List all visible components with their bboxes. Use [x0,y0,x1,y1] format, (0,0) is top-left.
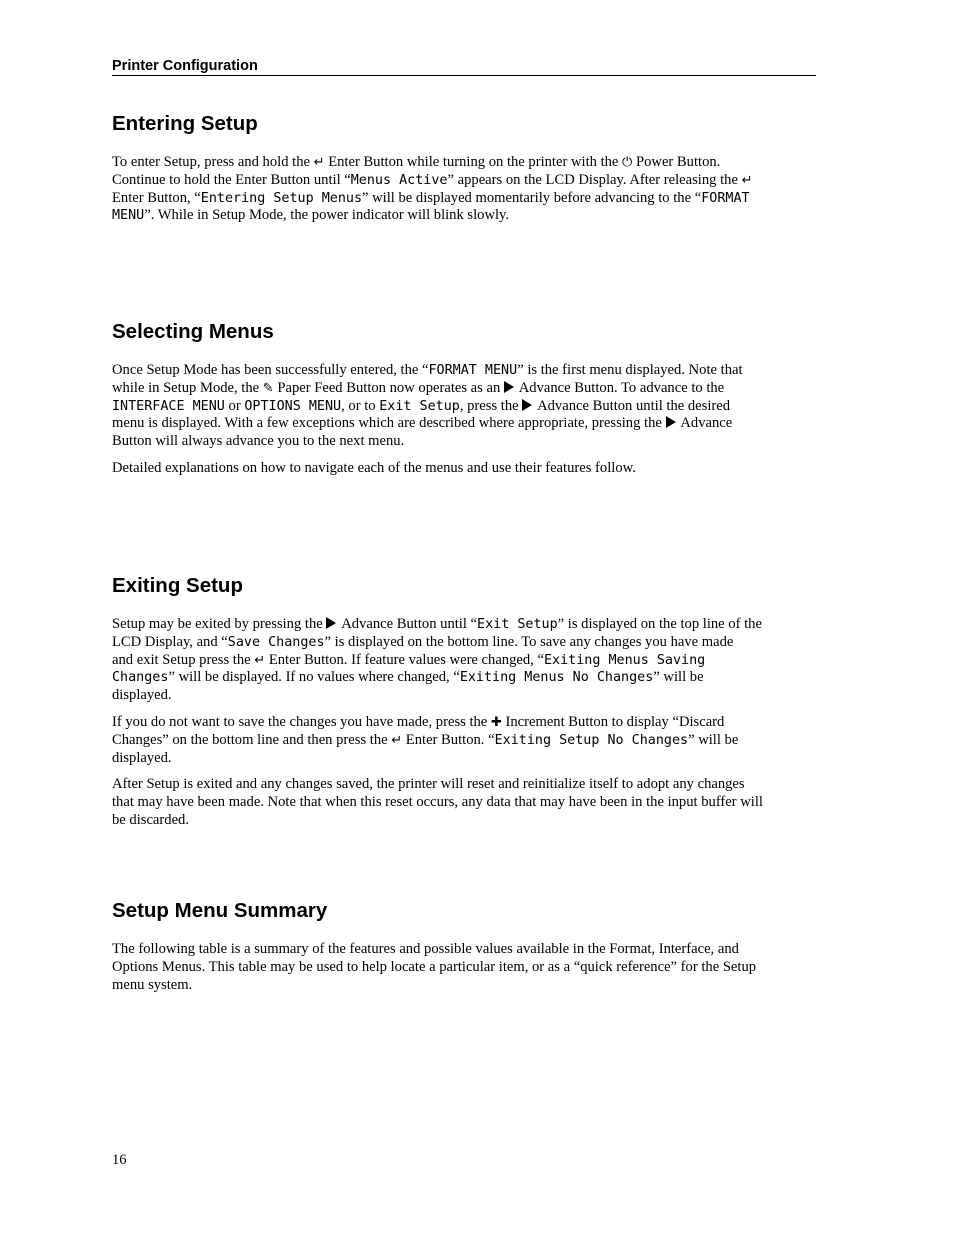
paragraph-summary [112,941,816,994]
text: The following table is a summary of the features and possible values available in the Format, Interface, and [112,941,739,957]
text: Setup may be exited by pressing the [112,616,327,632]
lcd-text: MENU [112,208,145,224]
text: that may have been made. Note that when this reset occurs, any data that may have been in the input buffer will [112,794,763,811]
heading-exiting-setup: Exiting Setup [112,574,243,597]
text: Enter Button while turning on the printer with the [324,154,623,170]
text: , press the [459,397,523,414]
paragraph-exiting-3 [112,776,816,829]
lcd-text: Exiting Setup No Changes [494,732,689,748]
text: Options Menus. This table may be used to help locate a particular item, or as a “quick reference” for the Setup [112,958,757,975]
text: ” will be [688,731,739,748]
section-setup-menu-summary [112,899,816,994]
enter-icon: ↵ [313,155,325,170]
text: ” is displayed on the top line of the [557,616,762,632]
text: Paper Feed Button now operates as an [273,379,504,396]
lcd-text: Exit Setup [379,398,460,414]
lcd-text: Changes [112,670,169,686]
text: ”. While in Setup Mode, the power indicator will blink slowly. [144,207,510,224]
enter-icon: ↵ [391,732,403,748]
text: be discarded. [112,811,189,828]
section-exiting-setup [112,574,816,830]
text: Enter Button, “ [112,189,201,206]
text: or [224,397,245,414]
text: ” will be displayed momentarily before advancing to the “ [362,189,702,206]
page-number: 16 [112,1152,127,1168]
header-title: Printer Configuration [112,58,258,74]
text: Enter Button. If feature values were changed, “ [265,651,544,668]
text: Advance Button until “ [338,616,478,632]
paragraph-selecting-menus [112,362,816,451]
text: To enter Setup, press and hold the [112,154,314,170]
lcd-text: OPTIONS MENU [244,398,342,414]
text: menu system. [112,976,193,993]
enter-icon: ↵ [741,172,753,188]
text: ” appears on the LCD Display. After releasing the [447,171,742,188]
advance-icon [326,617,336,629]
text: ” is the first menu displayed. Note that [517,362,743,378]
text: After Setup is exited and any changes saved, the printer will reset and reinitialize itself to adopt any changes [112,776,745,793]
lcd-text: Exiting Menus No Changes [459,670,654,686]
increment-icon: ✚ [490,714,502,730]
text: ” will be [653,669,704,686]
text: displayed. [112,687,172,704]
text: ” is displayed on the bottom line. To save any changes you have made [324,633,734,650]
heading-entering-setup: Entering Setup [112,112,258,135]
lcd-text: Save Changes [227,634,325,650]
paragraph-entering-setup [112,154,816,225]
text: Increment Button to display “Discard [501,713,725,730]
paper-feed-icon: ✎ [262,380,274,396]
advance-icon [504,381,514,393]
lcd-text: Exiting Menus Saving [543,652,706,668]
advance-icon [666,416,676,428]
section-entering-setup [112,112,816,225]
paragraph-exiting-1 [112,616,816,705]
text: Advance [677,415,733,432]
lcd-text: Menus Active [350,172,448,188]
lcd-text: FORMAT MENU [428,363,518,378]
text: Continue to hold the Enter Button until “ [112,171,351,188]
lcd-text: Entering Setup Menus [200,190,363,206]
paragraph-exiting-2 [112,714,816,767]
lcd-text: INTERFACE MENU [112,398,225,414]
running-header [112,57,816,76]
section-selecting-menus [112,320,816,478]
text: Power Button. [632,154,721,170]
text: Advance Button until the desired [534,397,731,414]
enter-icon: ↵ [254,652,266,668]
text: and exit Setup press the [112,651,255,668]
power-icon: ⏻ [622,155,633,170]
advance-icon [522,399,532,411]
text: , or to [341,397,380,414]
text: ” will be displayed. If no values where changed, “ [168,669,460,686]
text: Once Setup Mode has been successfully entered, the “ [112,362,429,378]
text: Enter Button. “ [402,731,495,748]
text: Changes” on the bottom line and then press the [112,731,392,748]
text: while in Setup Mode, the [112,379,263,396]
text: displayed. [112,749,172,766]
text: menu is displayed. With a few exceptions which are described where appropriate, pressing the [112,415,666,432]
text: If you do not want to save the changes you have made, press the [112,713,491,730]
paragraph-selecting-details: Detailed explanations on how to navigate each of the menus and use their features follow. [112,459,636,476]
text: LCD Display, and “ [112,633,228,650]
lcd-text: FORMAT [701,190,750,206]
text: Button will always advance you to the next menu. [112,433,405,450]
text: Advance Button. To advance to the [515,379,725,396]
heading-selecting-menus: Selecting Menus [112,320,274,343]
heading-setup-menu-summary: Setup Menu Summary [112,899,328,922]
lcd-text: Exit Setup [477,617,558,632]
